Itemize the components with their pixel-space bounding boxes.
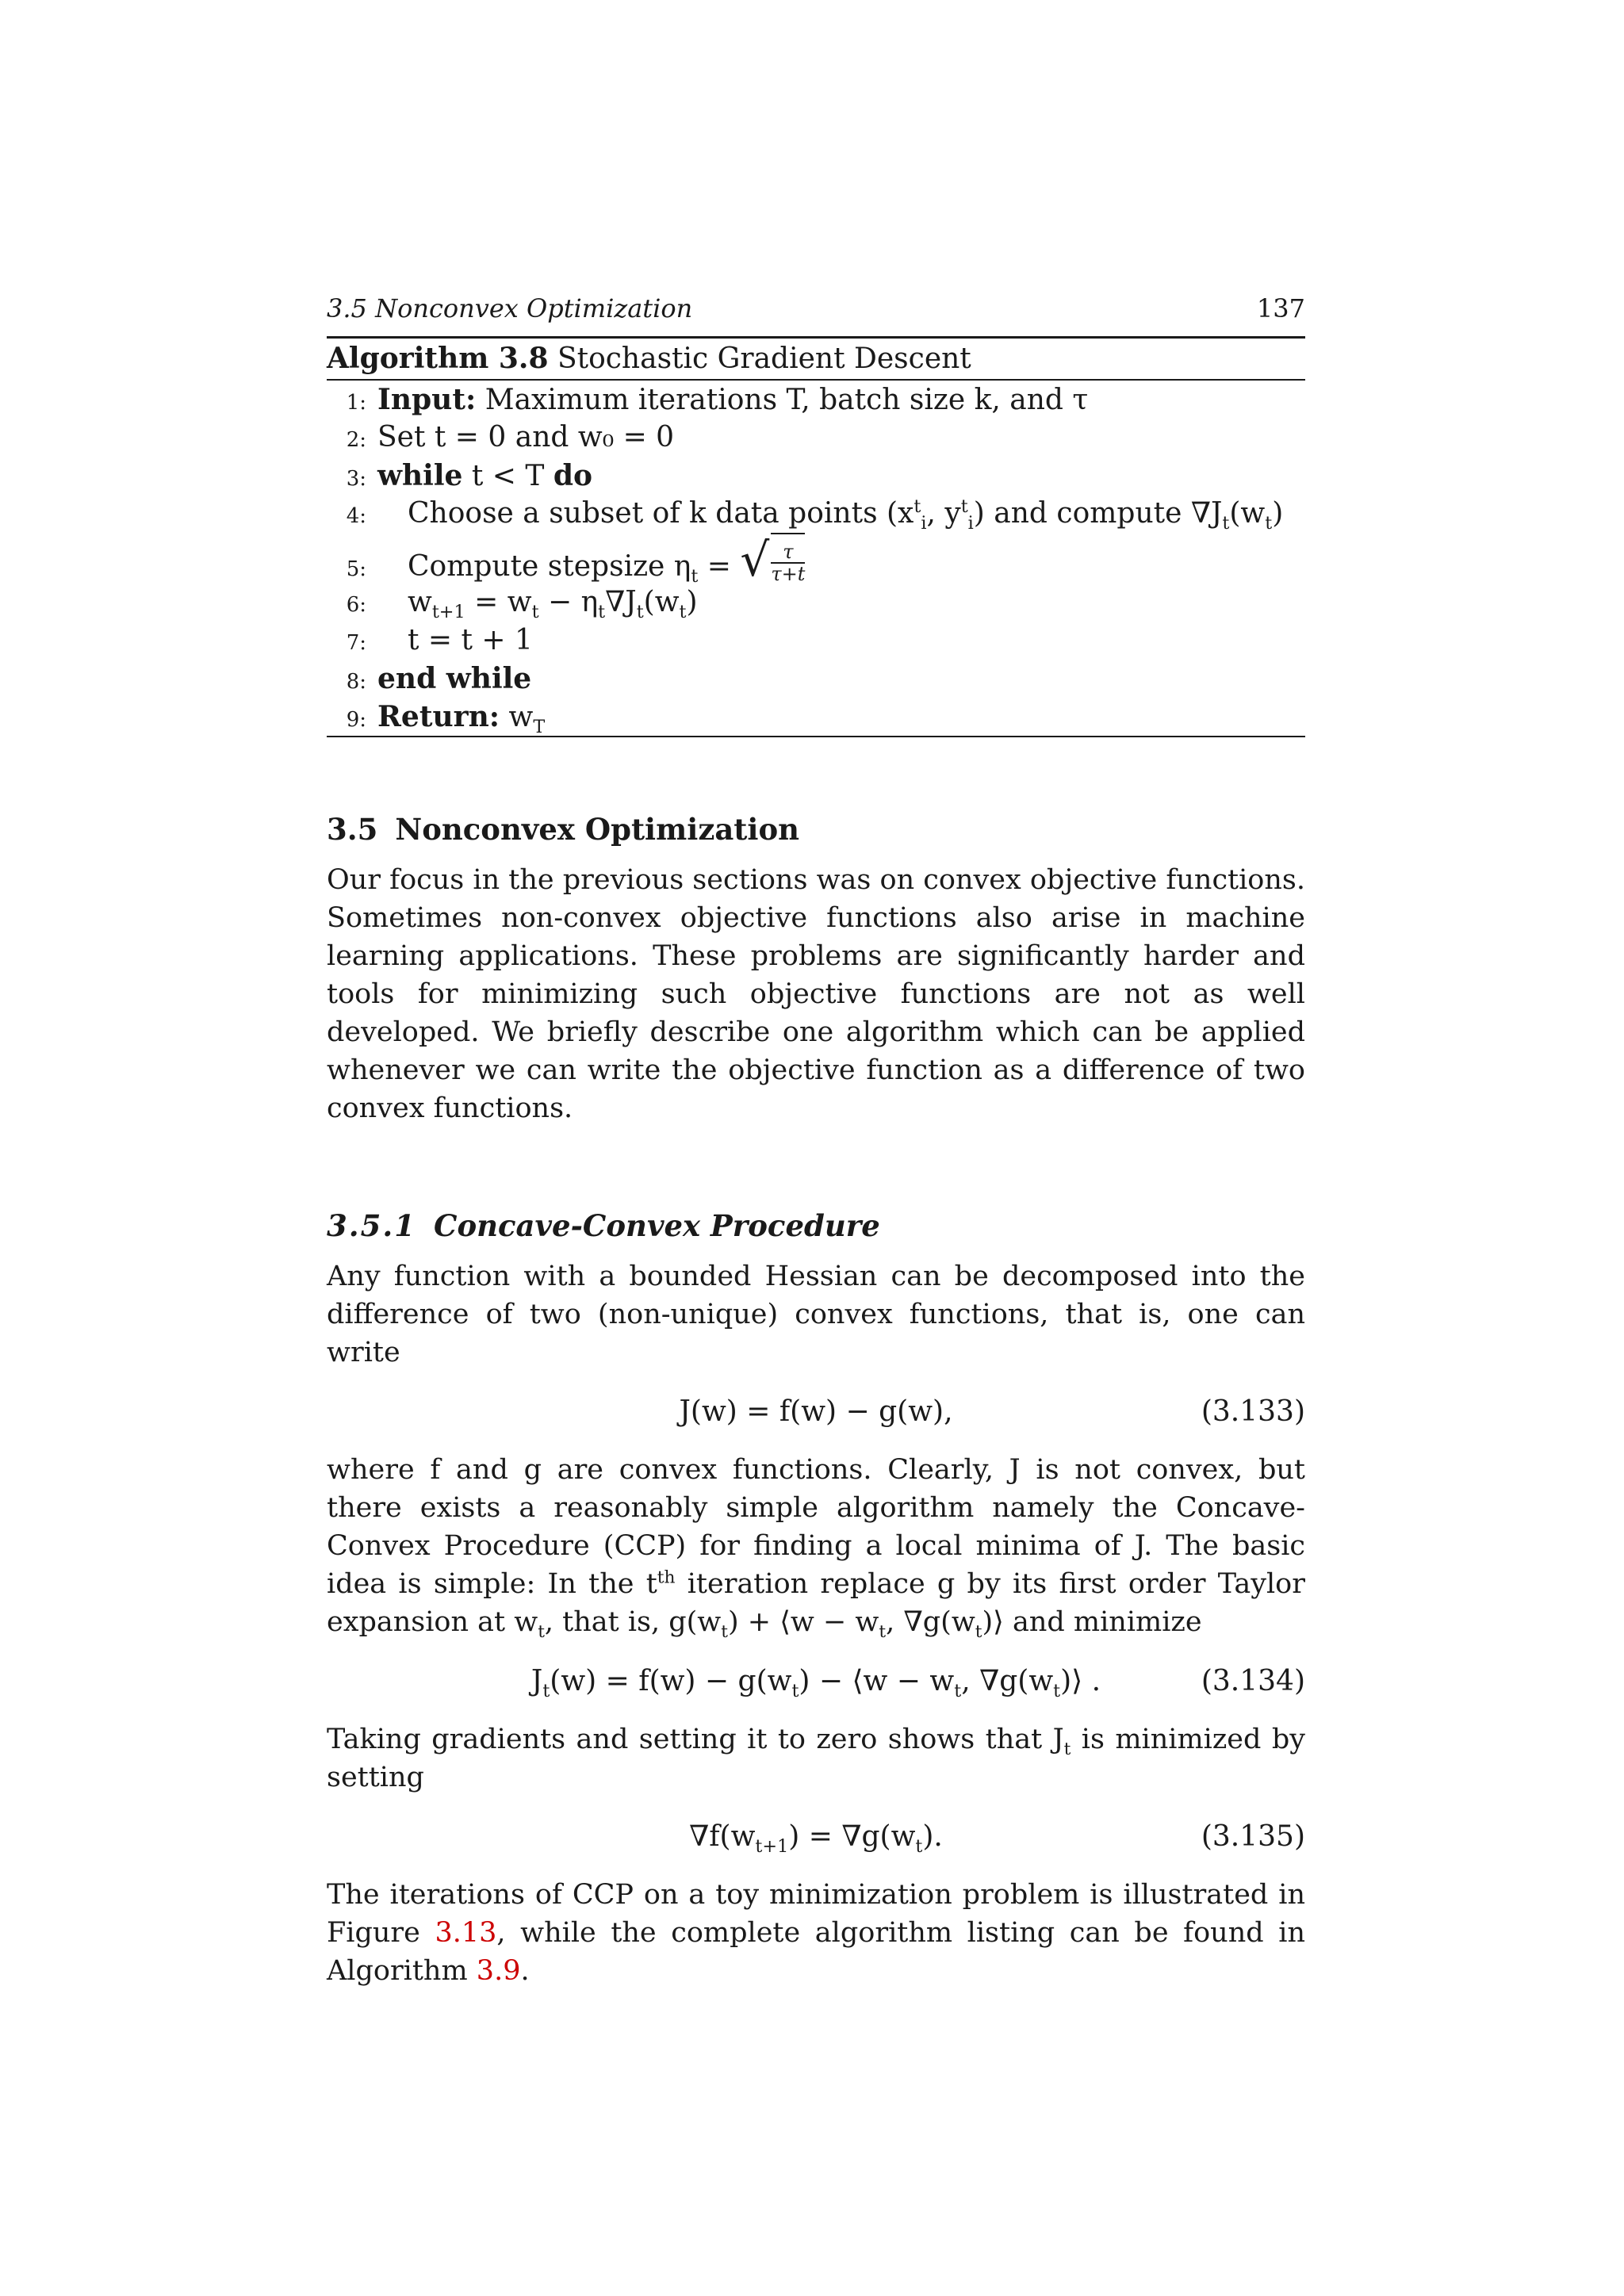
subsection-number: 3.5.1 bbox=[327, 1208, 416, 1243]
algorithm-keyword: Return: bbox=[377, 700, 500, 733]
subsection-title: Concave-Convex Procedure bbox=[434, 1208, 880, 1243]
equation-body: $J_t(w) = f(w) - g(w_t)$ − ⟨w − $w_t$, $\nabla g(w_t)⟩$ . bbox=[530, 1664, 1101, 1701]
stepsize-fraction: $\frac{\tau}{\tau+t}$ bbox=[771, 541, 806, 585]
algorithm-keyword: do bbox=[553, 459, 593, 492]
equation-3-135 bbox=[327, 1811, 1305, 1862]
algorithm-keyword: end while bbox=[377, 662, 532, 695]
algorithm-line bbox=[327, 698, 1305, 736]
line-number: 3: bbox=[346, 467, 366, 491]
equation-number: (3.134) bbox=[1201, 1664, 1305, 1697]
line-number: 8: bbox=[346, 670, 366, 694]
figure-reference-link[interactable]: 3.13 bbox=[435, 1917, 497, 1949]
line-number: 7: bbox=[346, 631, 366, 655]
algorithm-reference-link[interactable]: 3.9 bbox=[476, 1955, 521, 1987]
algorithm-line-text: t = t + 1 bbox=[408, 624, 533, 656]
page-content bbox=[327, 293, 1305, 1990]
equation-body: $\nabla f(w_{t+1}) = \nabla g(w_t)$. bbox=[689, 1820, 943, 1857]
line-number: 9: bbox=[346, 708, 366, 732]
algorithm-line-text: Maximum iterations T, batch size k, and τ bbox=[485, 384, 1089, 416]
line-number: 6: bbox=[346, 593, 366, 617]
algorithm-line bbox=[327, 584, 1305, 622]
algorithm-title: Stochastic Gradient Descent bbox=[557, 342, 971, 375]
section-paragraph: Our focus in the previous sections was on convex objective functions. Sometimes non-convex objective functions also arise in machine learning applications. These problems are significantly harder and tools for minimizing such objective functions are not as well developed. We briefly describe one algorithm which can be applied whenever we can write the objective function as a difference of two convex functions. bbox=[327, 864, 1305, 1124]
paragraph-4: The iterations of CCP on a toy minimization problem is illustrated in Figure 3.13, while the complete algorithm listing can be found in Algorithm 3.9. bbox=[327, 1879, 1305, 1987]
equation-body: J(w) = f(w) − g(w), bbox=[679, 1395, 953, 1428]
section-title: Nonconvex Optimization bbox=[395, 812, 800, 847]
running-head-title: 3.5 Nonconvex Optimization bbox=[327, 293, 693, 323]
paragraph-1: Any function with a bounded Hessian can be decomposed into the difference of two (non-unique) convex functions, that is, one can write bbox=[327, 1261, 1305, 1368]
section-heading bbox=[327, 807, 1305, 851]
algorithm-line bbox=[327, 533, 1305, 587]
algorithm-line-text: Compute stepsize $\eta_t$ = √ $\frac{\tau}{\tau+t}$ bbox=[408, 533, 806, 587]
equation-number: (3.133) bbox=[1201, 1395, 1305, 1428]
algorithm-box bbox=[327, 336, 1305, 737]
algorithm-line-text: $w_T$ bbox=[508, 701, 546, 738]
algorithm-line bbox=[327, 660, 1305, 698]
algorithm-keyword: Input: bbox=[377, 383, 477, 416]
equation-3-133 bbox=[327, 1386, 1305, 1437]
algorithm-line-text: Set t = 0 and w₀ = 0 bbox=[377, 421, 675, 453]
algorithm-caption bbox=[327, 339, 1305, 379]
algorithm-label: Algorithm 3.8 bbox=[327, 342, 549, 375]
line-number: 5: bbox=[346, 557, 366, 581]
algorithm-line-text: Choose a subset of k data points ($x^t_i$, $y^t_i$) and compute $\nabla J_t(w_t)$ bbox=[408, 496, 1284, 534]
algorithm-line bbox=[327, 381, 1305, 419]
page-number: 137 bbox=[1256, 293, 1305, 323]
paragraph-2: where f and g are convex functions. Clearly, J is not convex, but there exists a reasonably simple algorithm namely the Concave-Convex Procedure (CCP) for finding a local minima of J. The basic idea is simple: In the $t^{th}$ iteration replace g by its first order Taylor expansion at $w_t$, that is, $g(w_t)$ + ⟨w − $w_t$, $\nabla g(w_t)⟩$ and minimize bbox=[327, 1454, 1305, 1642]
paragraph-3: Taking gradients and setting it to zero shows that $J_t$ is minimized by setting bbox=[327, 1724, 1305, 1793]
section-number: 3.5 bbox=[327, 812, 378, 847]
equation-number: (3.135) bbox=[1201, 1820, 1305, 1853]
algorithm-line-text: $w_{t+1} = w_t - \eta_t\nabla J_t(w_t)$ bbox=[408, 586, 698, 623]
algorithm-line bbox=[327, 457, 1305, 495]
algorithm-line-text: t < T bbox=[471, 460, 545, 492]
running-head bbox=[327, 293, 1305, 335]
algorithm-line bbox=[327, 495, 1305, 533]
equation-3-134 bbox=[327, 1655, 1305, 1706]
algorithm-keyword: while bbox=[377, 459, 463, 492]
line-number: 2: bbox=[346, 428, 366, 452]
square-root: √ $\frac{\tau}{\tau+t}$ bbox=[740, 533, 806, 587]
subsection-heading bbox=[327, 1203, 1305, 1248]
line-number: 1: bbox=[346, 391, 366, 415]
algorithm-line bbox=[327, 419, 1305, 457]
algorithm-line bbox=[327, 622, 1305, 660]
line-number: 4: bbox=[346, 504, 366, 528]
